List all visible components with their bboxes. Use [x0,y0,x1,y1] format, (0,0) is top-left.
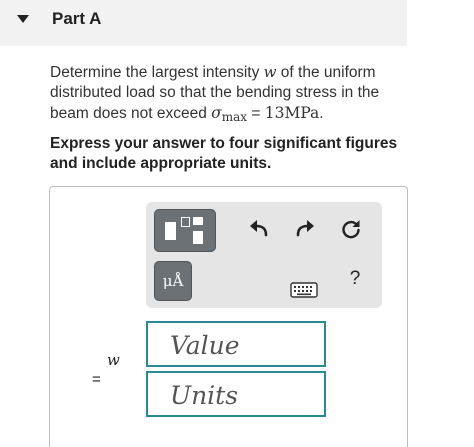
units-icon: μÅ [162,272,184,290]
math-toolbar [146,202,382,308]
redo-icon[interactable] [292,216,318,242]
keyboard-icon[interactable] [290,282,318,298]
sigma-subscript: max [221,110,248,124]
templates-button[interactable] [154,209,216,252]
equals-sign: = [247,105,265,122]
collapse-triangle-icon[interactable] [17,15,29,23]
value-input[interactable] [146,321,326,367]
answer-variable-label: w [107,351,120,369]
question-variable: w [263,63,277,81]
units-placeholder: Units [170,381,239,410]
question-text-start: Determine the largest intensity [50,64,264,81]
units-input[interactable] [146,371,326,417]
answer-instructions: Express your answer to four significant figures and include appropriate units. [50,135,398,172]
undo-icon[interactable] [246,216,272,242]
stress-limit-value: 13MPa [264,104,320,122]
part-header[interactable] [0,0,407,46]
answer-equals-label: = [92,371,101,388]
units-button[interactable] [154,261,192,301]
answer-box [49,186,408,447]
question-text-middle: of the uniform distributed load so that the bending stress in the beam does not exceed [50,64,380,122]
reset-icon[interactable] [338,216,364,242]
value-placeholder: Value [170,331,240,360]
question-text-end: . [319,105,324,122]
question-text [50,62,410,127]
help-icon[interactable]: ? [349,268,361,289]
part-title: Part A [52,9,102,28]
sigma-symbol: σ [211,104,222,122]
